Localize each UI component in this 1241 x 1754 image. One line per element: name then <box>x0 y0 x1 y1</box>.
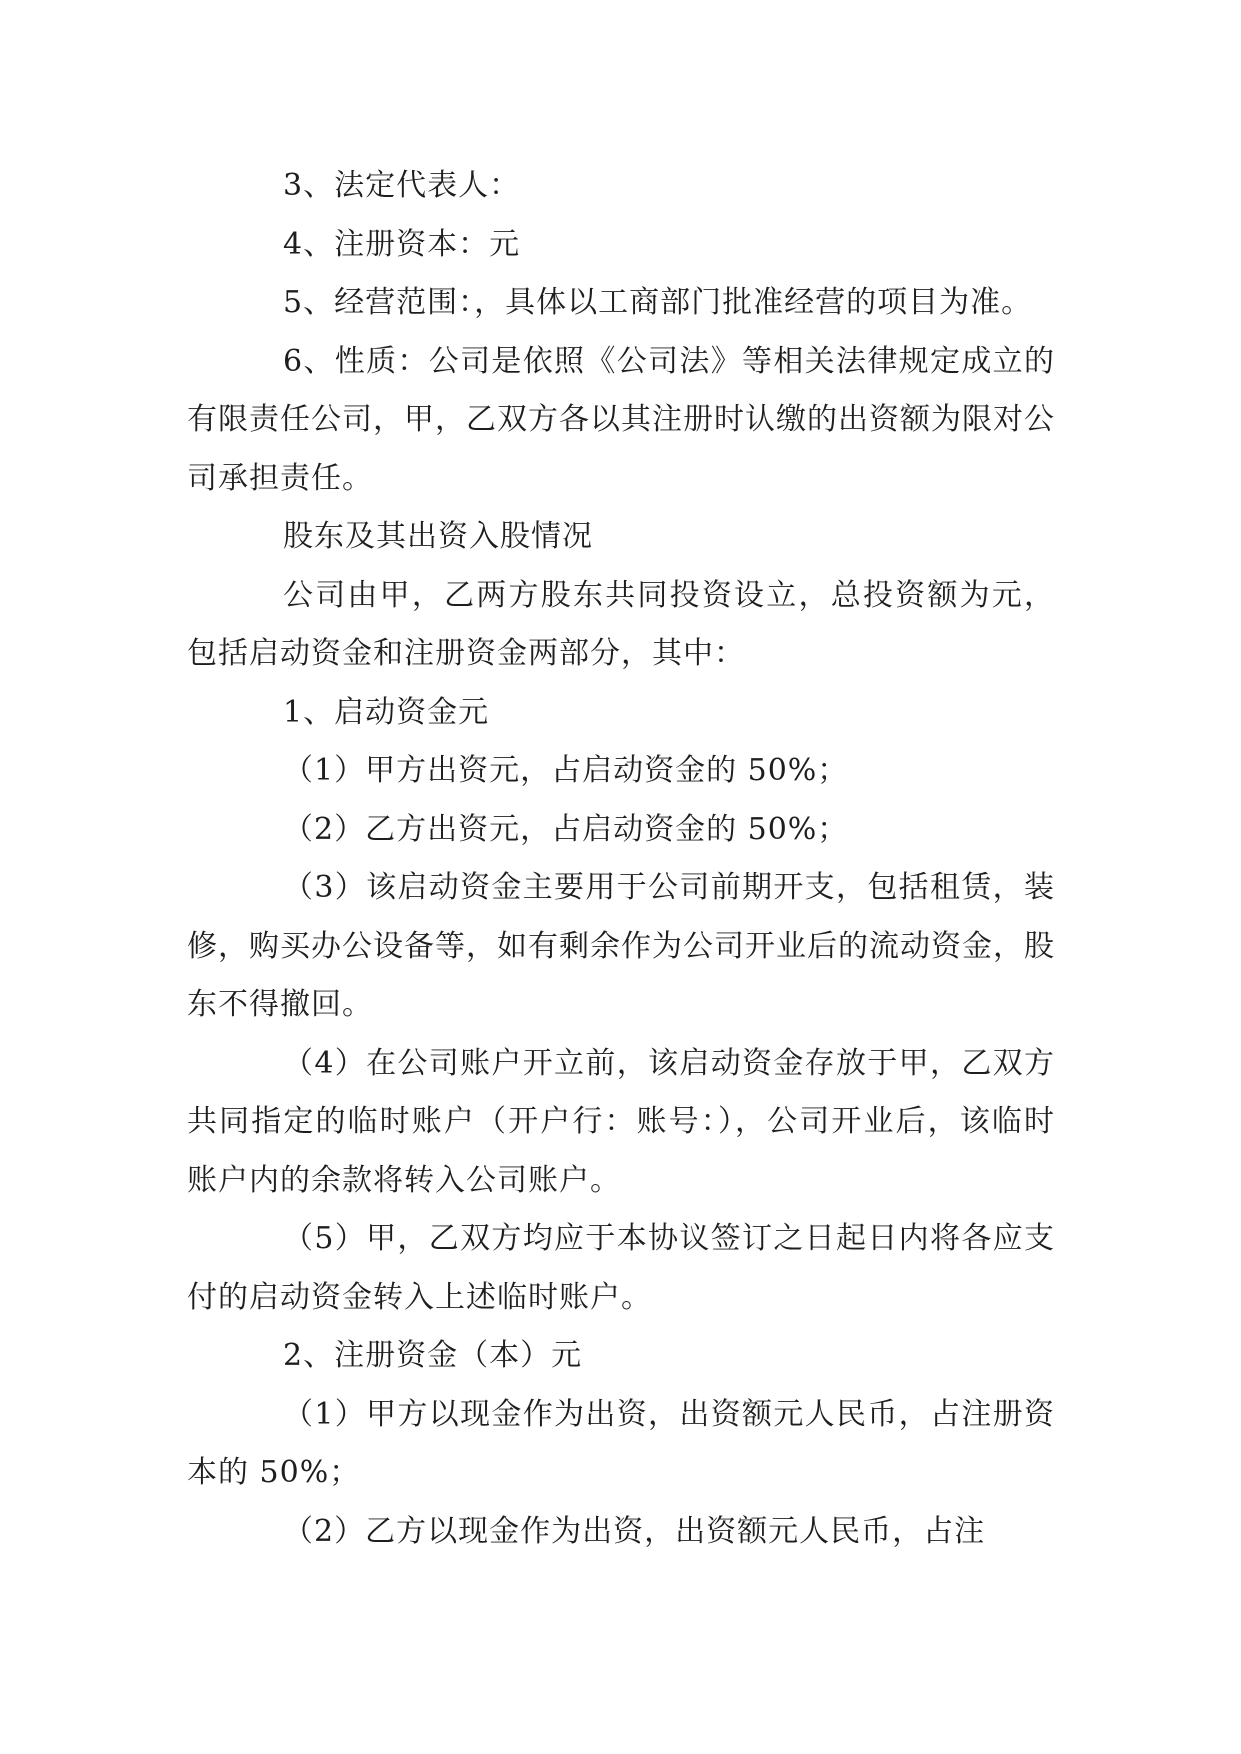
list-item-party-b-startup: （2）乙方出资元，占启动资金的 50%； <box>283 811 849 847</box>
list-item-temporary-account: （4）在公司账户开立前，该启动资金存放于甲，乙双方共同指定的临时账户（开户行：账号：），公司开业后，该临时账户内的余款将转入公司账户。 <box>187 1045 1055 1198</box>
list-item-party-a-startup: （1）甲方出资元，占启动资金的 50%； <box>283 753 849 788</box>
list-item-party-b-registered: （2）乙方以现金作为出资，出资额元人民币，占注 <box>283 1513 986 1549</box>
paragraph-startup-funds: 1、启动资金元 <box>283 694 490 730</box>
document-body <box>187 157 1055 1561</box>
section-heading-shareholders: 股东及其出资入股情况 <box>283 519 593 554</box>
list-item-transfer-deadline: （5）甲，乙双方均应于本协议签订之日起日内将各应支付的启动资金转入上述临时账户。 <box>187 1221 1055 1315</box>
paragraph-business-scope: 5、经营范围：，具体以工商部门批准经营的项目为准。 <box>283 285 1033 320</box>
paragraph-total-investment: 公司由甲，乙两方股东共同投资设立，总投资额为元，包括启动资金和注册资金两部分，其中： <box>187 577 1055 671</box>
list-item-party-a-registered: （1）甲方以现金作为出资，出资额元人民币，占注册资本的 50%； <box>187 1396 1055 1490</box>
paragraph-registered-capital: 4、注册资本：元 <box>283 226 521 262</box>
paragraph-registered-funds: 2、注册资金（本）元 <box>283 1338 583 1373</box>
paragraph-company-nature: 6、性质：公司是依照《公司法》等相关法律规定成立的有限责任公司，甲，乙双方各以其注册时认缴的出资额为限对公司承担责任。 <box>187 343 1055 496</box>
list-item-startup-usage: （3）该启动资金主要用于公司前期开支，包括租赁，装修，购买办公设备等，如有剩余作为公司开业后的流动资金，股东不得撤回。 <box>187 870 1055 1022</box>
paragraph-legal-representative: 3、法定代表人： <box>283 168 521 203</box>
